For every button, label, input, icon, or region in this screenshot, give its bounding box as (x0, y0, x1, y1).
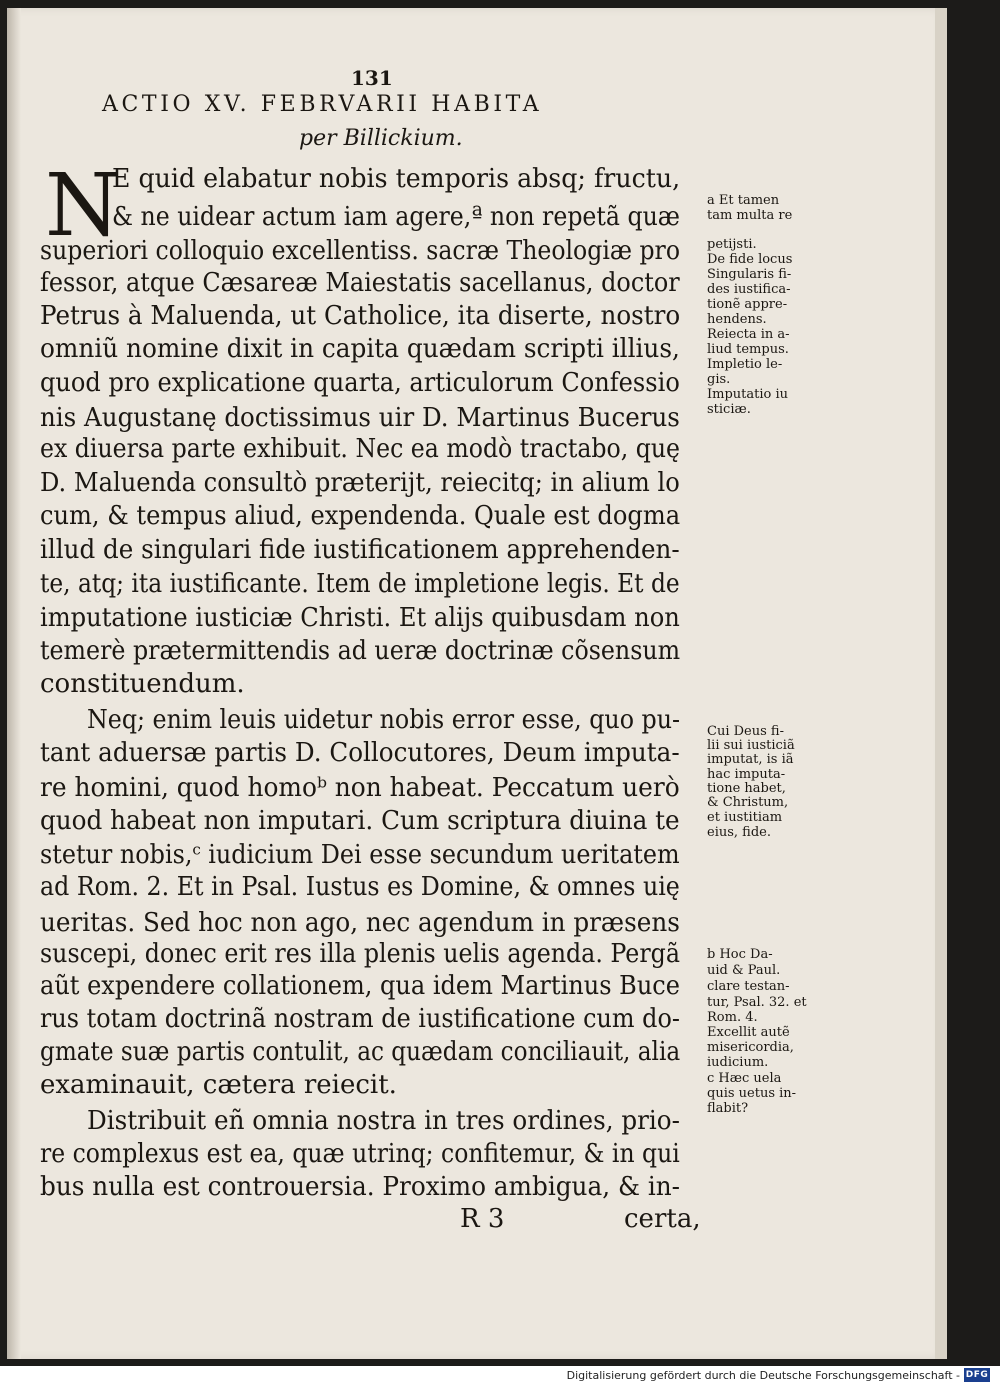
margin-note-line: liud tempus. (707, 342, 789, 357)
margin-note-line: eius, fide. (707, 825, 771, 840)
body-line: quod habeat non imputari. Cum scriptura diuina te (40, 806, 680, 836)
body-line: te, atq; ita iustificante. Item de impletione legis. Et de (40, 569, 680, 599)
body-line: Distribuit eñ omnia nostra in tres ordines, prio- (87, 1106, 680, 1136)
body-line: ad Rom. 2. Et in Psal. Iustus es Domine, & omnes uię (40, 872, 680, 902)
margin-note-line: Impletio le- (707, 357, 783, 372)
margin-note-line: & Christum, (707, 795, 789, 810)
signature-mark: R 3 (460, 1204, 505, 1234)
body-line: D. Maluenda consultò præterijt, reiecitq; in alium lo (40, 468, 680, 498)
margin-note-line: uid & Paul. (707, 963, 781, 978)
book-page (7, 8, 947, 1359)
body-line: re homini, quod homoᵇ non habeat. Peccatum uerò (40, 773, 680, 803)
margin-note-line: misericordia, (707, 1040, 794, 1055)
body-line: quod pro explicatione quarta, articulorum Confessio (40, 368, 680, 398)
body-line: aũt expendere collationem, qua idem Martinus Buce (40, 971, 680, 1001)
body-line: omniũ nomine dixit in capita quædam scripti illius, (40, 334, 680, 364)
page-subheading: per Billickium. (299, 126, 463, 151)
body-line: temerè prætermittendis ad ueræ doctrinæ cõsensum (40, 636, 681, 666)
body-line: Neq; enim leuis uidetur nobis error esse, quo pu- (87, 705, 681, 735)
margin-note-line: hac imputa- (707, 767, 786, 782)
body-line: fessor, atque Cæsareæ Maiestatis sacellanus, doctor (40, 268, 680, 298)
margin-note-line: tionẽ appre- (707, 297, 788, 312)
margin-note-line: et iustitiam (707, 810, 783, 825)
body-line: E quid elabatur nobis temporis absq; fructu, (112, 164, 681, 194)
footer-credit: Digitalisierung gefördert durch die Deutsche Forschungsgemeinschaft - (566, 1369, 960, 1382)
page-edge (935, 8, 947, 1359)
body-line: & ne uidear actum iam agere,ª non repetã quæ (112, 202, 680, 232)
page-heading: ACTIO XV. FEBRVARII HABITA (102, 92, 543, 117)
body-line: stetur nobis,ᶜ iudicium Dei esse secundum ueritatem (40, 840, 680, 870)
margin-note-line: hendens. (707, 312, 767, 327)
body-line: Petrus à Maluenda, ut Catholice, ita diserte, nostro (40, 301, 681, 331)
body-line: suscepi, donec erit res illa plenis uelis agenda. Pergã (40, 939, 680, 969)
margin-note-line: imputat, is iã (707, 752, 794, 767)
body-line: cum, & tempus aliud, expendenda. Quale est dogma (40, 501, 681, 531)
margin-note-line: c Hæc uela (707, 1071, 782, 1086)
margin-note-line: sticiæ. (707, 402, 751, 417)
body-line: gmate suæ partis contulit, ac quædam conciliauit, alia (40, 1037, 681, 1067)
margin-note-line: Rom. 4. (707, 1010, 758, 1025)
body-line: re complexus est ea, quæ utrinq; confitemur, & in qui (40, 1139, 680, 1169)
margin-note-line: De fide locus (707, 252, 793, 267)
margin-note-line: des iustifica- (707, 282, 791, 297)
body-line: imputatione iusticiæ Christi. Et alijs quibusdam non (40, 603, 680, 633)
body-line: ueritas. Sed hoc non ago, nec agendum in præsens (40, 908, 680, 938)
margin-note-line: flabit? (707, 1101, 749, 1116)
page-number: 131 (351, 66, 393, 90)
dfg-logo: DFG (965, 1370, 989, 1380)
margin-note-line: iudicium. (707, 1055, 769, 1070)
margin-note-line: tur, Psal. 32. et (707, 995, 807, 1010)
margin-note-line: a Et tamen (707, 193, 780, 208)
body-line: superiori colloquio excellentiss. sacræ Theologiæ pro (40, 236, 681, 266)
body-line: examinauit, cætera reiecit. (40, 1070, 397, 1100)
body-line: ex diuersa parte exhibuit. Nec ea modò tractabo, quę (40, 434, 681, 464)
margin-note-line: Reiecta in a- (707, 327, 790, 342)
body-line: rus totam doctrinã nostram de iustificatione cum do- (40, 1004, 680, 1034)
drop-cap: N (45, 156, 121, 256)
margin-note-line: Singularis fi- (707, 267, 792, 282)
body-line: tant aduersæ partis D. Collocutores, Deum imputa- (40, 738, 680, 768)
catchword: certa, (624, 1204, 701, 1234)
margin-note-line: tione habet, (707, 781, 786, 796)
body-line: bus nulla est controuersia. Proximo ambigua, & in- (40, 1172, 681, 1202)
margin-note-line: lii sui iusticiã (707, 738, 795, 753)
margin-note-line: quis uetus in- (707, 1086, 797, 1101)
body-line: nis Augustanę doctissimus uir D. Martinus Bucerus (40, 403, 680, 433)
body-line: constituendum. (40, 669, 245, 699)
margin-note-line: clare testan- (707, 979, 790, 994)
margin-note-line: tam multa re (707, 208, 793, 223)
margin-note-line: Excellit autẽ (707, 1025, 790, 1040)
margin-note-line: gis. (707, 372, 731, 387)
body-line: illud de singulari fide iustificationem apprehenden- (40, 535, 680, 565)
margin-note-line: petijsti. (707, 237, 757, 252)
page-gutter (7, 8, 21, 1359)
margin-note-line: Cui Deus fi- (707, 724, 784, 739)
margin-note-line: b Hoc Da- (707, 947, 773, 962)
margin-note-line: Imputatio iu (707, 387, 789, 402)
footer-bar (0, 1366, 1000, 1385)
